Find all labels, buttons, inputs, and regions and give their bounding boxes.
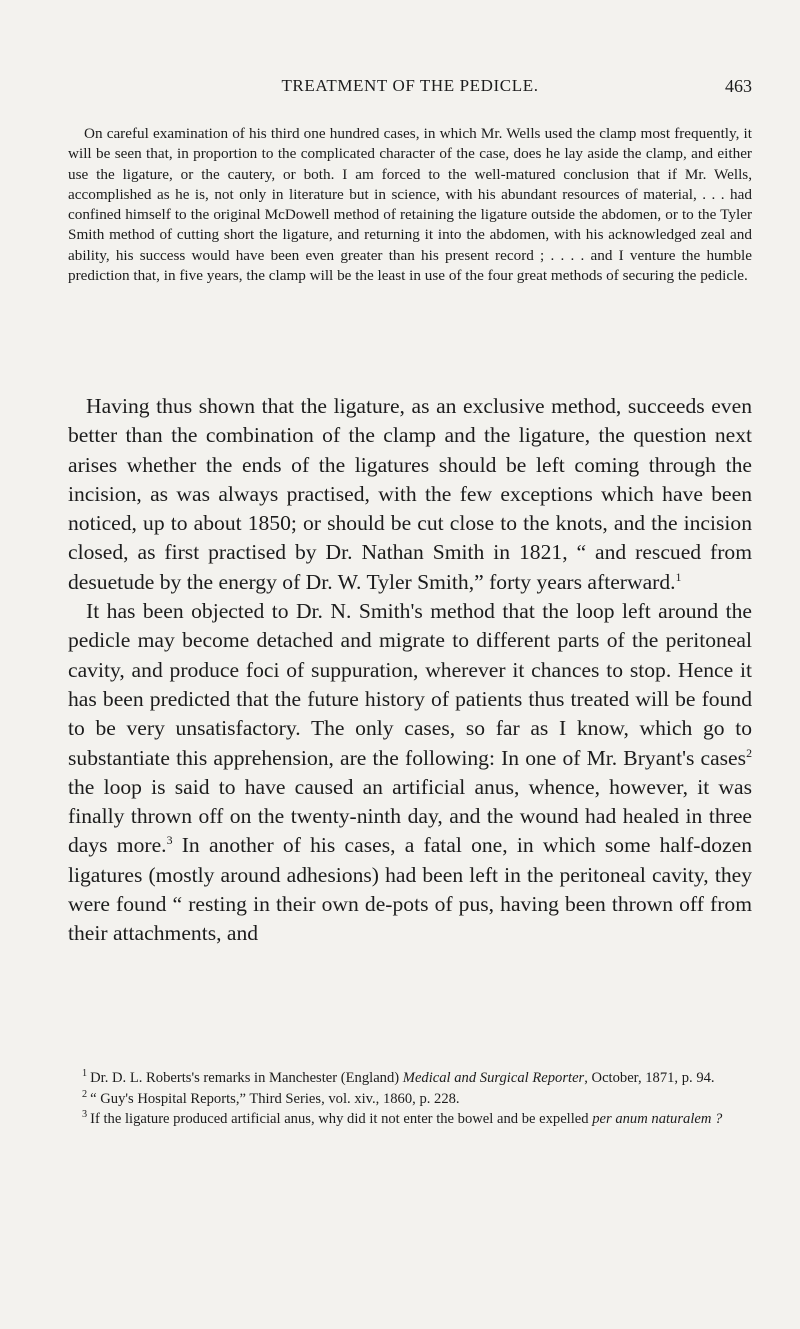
footnote-text: , October, 1871, p. 94. xyxy=(584,1070,715,1086)
paragraph-text: It has been objected to Dr. N. Smith's method that the loop left around the pedicle may become detached and migrate to different parts of the peritoneal cavity, and produce foci of suppuration, wherever it chances to stop. Hence it has been predicted that the future history of patients thus treated will be found to be very unsatisfactory. The only cases, so far as I know, which go to substantiate this apprehension, are the following: In one of Mr. Bryant's cases xyxy=(68,599,752,770)
main-text xyxy=(68,392,752,949)
footnote-2 xyxy=(68,1089,752,1110)
footnote-marker: 2 xyxy=(82,1088,88,1100)
footnote-reference: 3 xyxy=(166,833,173,848)
quoted-passage: On careful examination of his third one hundred cases, in which Mr. Wells used the clamp most frequently, it will be seen that, in proportion to the complicated character of the case, does he lay aside the clamp, and either use the ligature, or the cautery, or both. I am forced to the well-matured conclusion that if Mr. Wells, accomplished as he is, not only in literature but in science, with his abundant resources of material, . . . had confined himself to the original McDowell method of retaining the ligature outside the abdomen, or to the Tyler Smith method of cutting short the ligature, and returning it into the abdomen, with his acknowledged zeal and ability, his success would have been even greater than his present record ; . . . . and I venture the humble prediction that, in five years, the clamp will be the least in use of the four great methods of securing the pedicle. xyxy=(68,125,752,285)
paragraph-text: the loop is said to have caused an artificial anus, whence, however, it was finally thrown off on the twenty-ninth day, and the wound had healed in three days more. xyxy=(68,774,752,858)
footnote-reference: 1 xyxy=(675,569,682,584)
footnote-reference: 2 xyxy=(746,745,752,760)
footnote-3 xyxy=(68,1109,752,1130)
footnotes xyxy=(68,1068,752,1130)
footnote-text: Dr. D. L. Roberts's remarks in Manchester (England) xyxy=(90,1070,403,1086)
running-title: TREATMENT OF THE PEDICLE. xyxy=(281,76,539,95)
page-number: 463 xyxy=(725,76,752,96)
footnote-marker: 3 xyxy=(82,1109,88,1121)
journal-title: Medical and Surgical Reporter xyxy=(402,1070,585,1086)
paragraph-ligature-method xyxy=(68,392,752,597)
paragraph-objections xyxy=(68,597,752,949)
paragraph-text: Having thus shown that the ligature, as an exclusive method, succeeds even better than the combination of the clamp and the ligature, the question next arises whether the ends of the ligatures should be left coming through the incision, as was always practised, with the few exceptions which have been noticed, up to about 1850; or should be cut close to the knots, and the incision closed, as first practised by Dr. Nathan Smith in 1821, “ and rescued from desuetude by the energy of Dr. W. Tyler Smith,” forty years afterward. xyxy=(68,394,752,594)
footnote-marker: 1 xyxy=(82,1068,88,1080)
latin-phrase: per anum naturalem ? xyxy=(592,1111,723,1127)
running-head xyxy=(68,74,752,100)
footnote-text: If the ligature produced artificial anus, why did it not enter the bowel and be expelled xyxy=(90,1111,593,1127)
footnote-text: “ Guy's Hospital Reports,” Third Series, vol. xiv., 1860, p. 228. xyxy=(90,1090,460,1107)
footnote-1 xyxy=(68,1068,752,1089)
paragraph-text: In another of his cases, a fatal one, in which some half-dozen ligatures (mostly around adhesions) had been left in the peritoneal cavity, they were found “ resting in their own de-pots of pus, having been thrown off from their attachments, and xyxy=(68,833,753,946)
